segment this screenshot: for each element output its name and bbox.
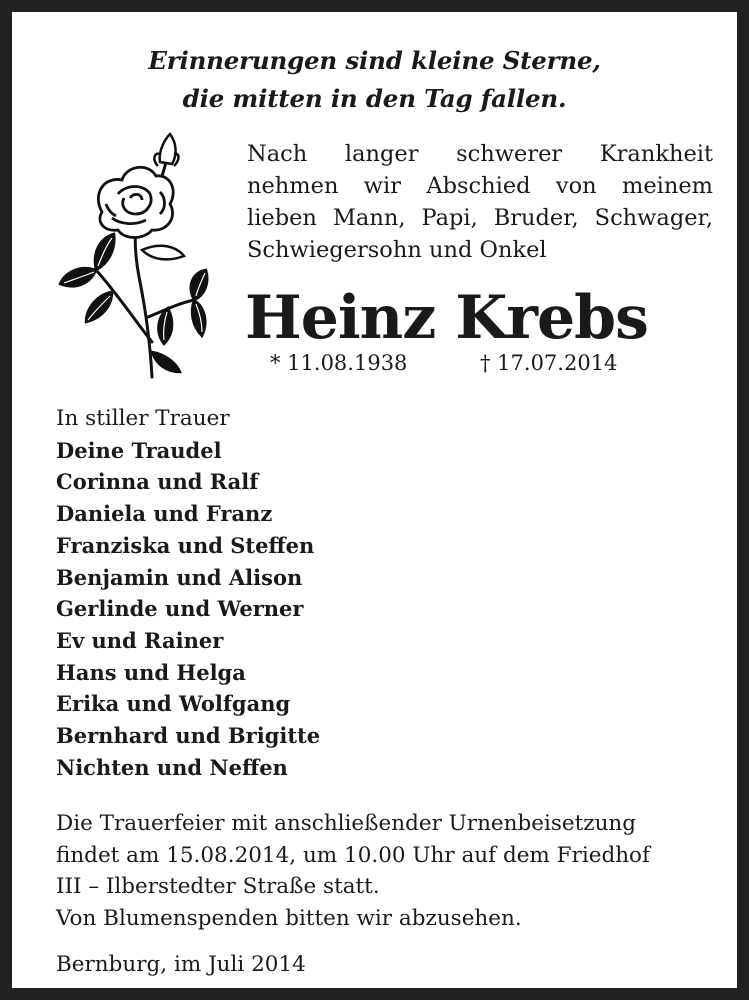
birth-date: * 11.08.1938	[270, 351, 408, 375]
motto-line-1: Erinnerungen sind kleine Sterne,	[148, 46, 601, 75]
mourner-name: Ev und Rainer	[56, 627, 224, 653]
details-line-2: findet am 15.08.2014, um 10.00 Uhr auf dem Friedhof	[56, 842, 650, 868]
mourner-name: Hans und Helga	[56, 659, 246, 685]
mourner-name: Benjamin und Alison	[56, 564, 303, 590]
mourners-list	[56, 435, 656, 784]
mourner-name: Gerlinde und Werner	[56, 596, 304, 622]
details-line-1: Die Trauerfeier mit anschließender Urnenbeisetzung	[56, 811, 637, 836]
death-date: † 17.07.2014	[480, 351, 618, 375]
rose-icon	[56, 132, 216, 382]
mourner-name: Nichten und Neffen	[56, 754, 288, 780]
intro-text: Nach langer schwerer Krankheit nehmen wir Abschied von meinem lieben Mann, Papi, Bruder, Schwager, Schwiegersohn und Onkel	[247, 141, 713, 263]
motto-line-2: die mitten in den Tag fallen.	[182, 84, 567, 113]
mourner-name: Bernhard und Brigitte	[56, 723, 321, 749]
mourner-name: Franziska und Steffen	[56, 532, 315, 558]
details-line-4: Von Blumenspenden bitten wir abzusehen.	[56, 905, 522, 931]
motto	[24, 42, 725, 118]
ceremony-details	[56, 808, 736, 934]
place-and-date: Bernburg, im Juli 2014	[56, 952, 306, 977]
mourner-name: Corinna und Ralf	[56, 469, 259, 495]
deceased-name: Heinz Krebs	[245, 283, 648, 353]
mourners-block	[56, 403, 656, 783]
mourner-name: Deine Traudel	[56, 437, 222, 463]
mourner-name: Daniela und Franz	[56, 501, 273, 527]
details-line-3: III – Ilberstedter Straße statt.	[56, 874, 380, 899]
mourners-heading: In stiller Trauer	[56, 406, 230, 431]
mourner-name: Erika und Wolfgang	[56, 691, 291, 717]
